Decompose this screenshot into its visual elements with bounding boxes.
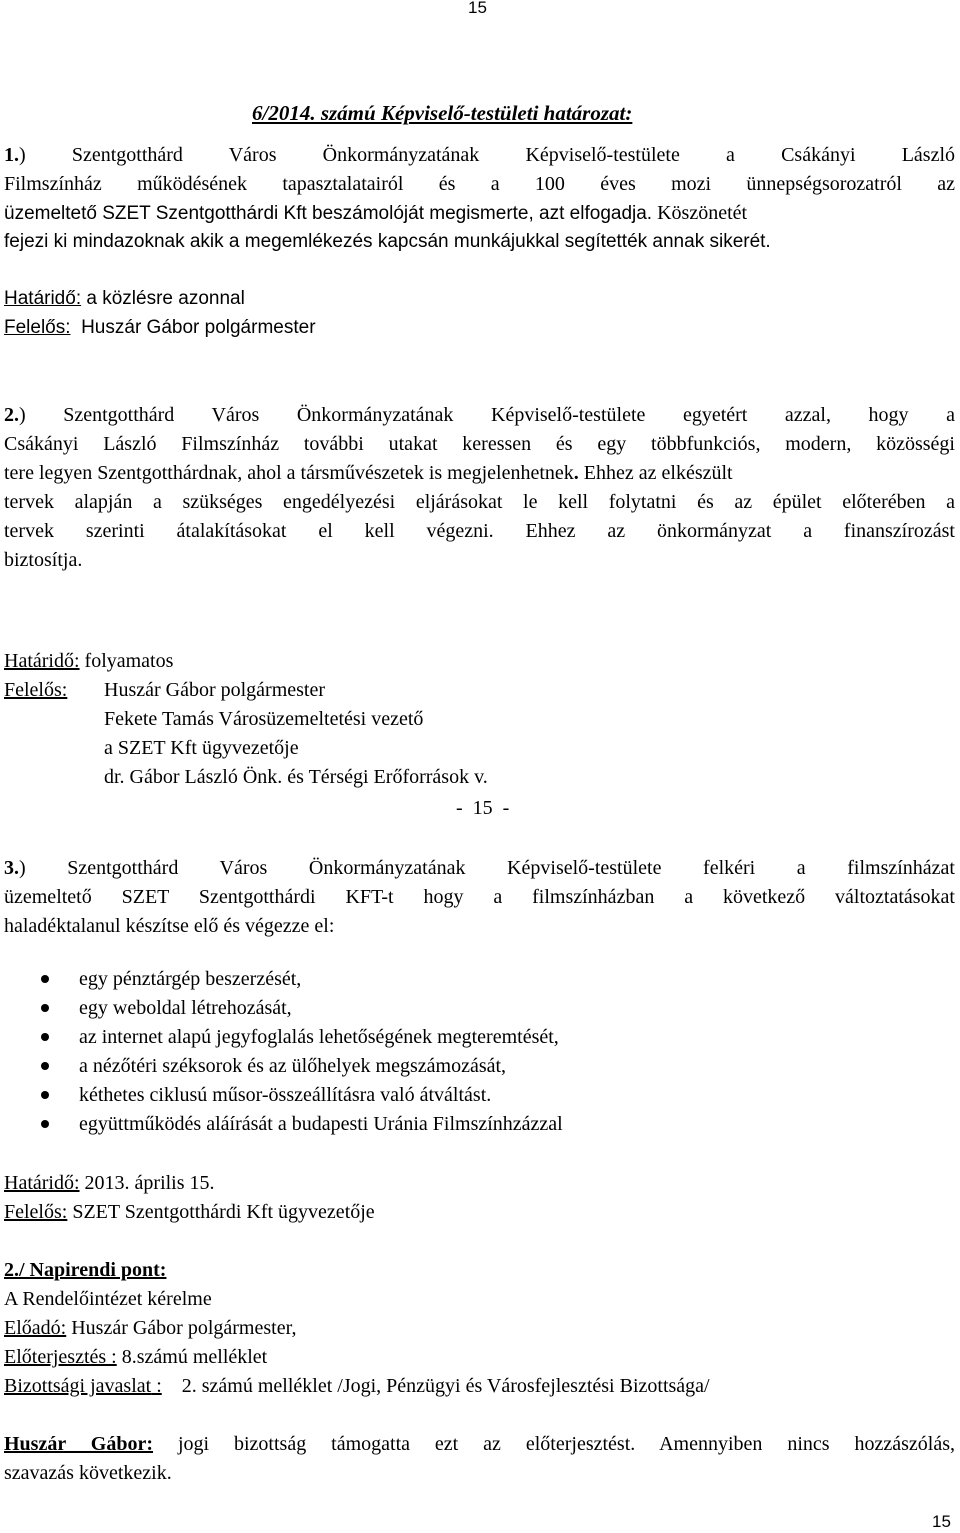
item1-line4: fejezi ki mindazoknak akik a megemlékezés kapcsán munkájukkal segítették annak sikerét. (4, 231, 771, 252)
item2-responsible-4: dr. Gábor László Önk. és Térségi Erőforrások v. (104, 766, 488, 788)
item3-line3: haladéktalanul készítse elő és végezze el: (4, 915, 335, 937)
list-item: a nézőtéri széksorok és az ülőhelyek megszámozását, (79, 1055, 507, 1077)
list-item: kéthetes ciklusú műsor-összeállításra való átváltást. (79, 1084, 492, 1106)
item2-line4: tervek alapján a szükséges engedélyezési eljárásokat le kell folytatni és az épület előterében a (4, 491, 955, 513)
item3-line1: 3.) Szentgotthárd Város Önkormányzatának Képviselő-testülete felkéri a filmszínházat (4, 857, 955, 879)
item2-responsible-label: Felelős: (4, 679, 68, 701)
bullet-dot (41, 975, 49, 983)
bullet-dot (41, 1004, 49, 1012)
speech-line1: Huszár Gábor: jogi bizottság támogatta ezt az előterjesztést. Amennyiben nincs hozzászólás, (4, 1433, 955, 1455)
item1-deadline: Határidő: a közlésre azonnal (4, 288, 245, 309)
item1-responsible: Felelős: Huszár Gábor polgármester (4, 317, 316, 338)
list-item: egy weboldal létrehozását, (79, 997, 292, 1019)
item2-deadline: Határidő: folyamatos (4, 650, 174, 672)
list-item: együttműködés aláírását a budapesti Uránia Filmszínhzázzal (79, 1113, 563, 1135)
item2-responsible-3: a SZET Kft ügyvezetője (104, 737, 299, 759)
bullet-dot (41, 1033, 49, 1041)
page-number-top: 15 (468, 0, 487, 17)
item3-deadline: Határidő: 2013. április 15. (4, 1172, 215, 1194)
item2-line6: biztosítja. (4, 549, 83, 571)
item1-number: 1. (4, 144, 19, 166)
item3-number: 3. (4, 857, 19, 879)
item1-line3: üzemeltető SZET Szentgotthárdi Kft beszámolóját megismerte, azt elfogadja. Köszönetét (4, 202, 748, 224)
list-item: az internet alapú jegyfoglalás lehetőségének megteremtését, (79, 1026, 559, 1048)
agenda-heading: 2./ Napirendi pont: (4, 1259, 167, 1281)
item2-responsible-1: Huszár Gábor polgármester (104, 679, 326, 701)
list-item: egy pénztárgép beszerzését, (79, 968, 302, 990)
resolution-title: 6/2014. számú Képviselő-testületi határozat: (252, 101, 633, 125)
item3-line2: üzemeltető SZET Szentgotthárdi KFT-t hogy a filmszínházban a következő változtatásokat (4, 886, 955, 908)
item2-line3: tere legyen Szentgotthárdnak, ahol a társművészetek is megjelenhetnek. Ehhez az elkészült (4, 462, 733, 484)
agenda-presenter: Előadó: Huszár Gábor polgármester, (4, 1317, 297, 1339)
page-marker: - 15 - (456, 797, 510, 819)
bullet-dot (41, 1091, 49, 1099)
bullet-dot (41, 1120, 49, 1128)
item2-number: 2. (4, 404, 19, 426)
agenda-subject: A Rendelőintézet kérelme (4, 1288, 212, 1310)
agenda-committee: Bizottsági javaslat : 2. számú melléklet /Jogi, Pénzügyi és Városfejlesztési Bizottsága/ (4, 1375, 710, 1397)
item2-line2: Csákányi László Filmszínház további utakat keressen és egy többfunkciós, modern, közösségi (4, 433, 955, 455)
item1-line2: Filmszínház működésének tapasztalatairól és a 100 éves mozi ünnepségsorozatról az (4, 173, 955, 195)
item2-line1: 2.) Szentgotthárd Város Önkormányzatának Képviselő-testülete egyetért azzal, hogy a (4, 404, 955, 426)
item3-responsible: Felelős: SZET Szentgotthárdi Kft ügyvezetője (4, 1201, 375, 1223)
item1-line1: 1.) Szentgotthárd Város Önkormányzatának Képviselő-testülete a Csákányi László (4, 144, 955, 166)
bullet-dot (41, 1062, 49, 1070)
item2-line5: tervek szerinti átalakításokat el kell végezni. Ehhez az önkormányzat a finanszírozást (4, 520, 955, 542)
page-number-bottom: 15 (932, 1512, 951, 1531)
speech-line2: szavazás következik. (4, 1462, 172, 1484)
speaker-name: Huszár Gábor: (4, 1433, 154, 1455)
agenda-proposal: Előterjesztés : 8.számú melléklet (4, 1346, 268, 1368)
item2-responsible-2: Fekete Tamás Városüzemeltetési vezető (104, 708, 424, 730)
